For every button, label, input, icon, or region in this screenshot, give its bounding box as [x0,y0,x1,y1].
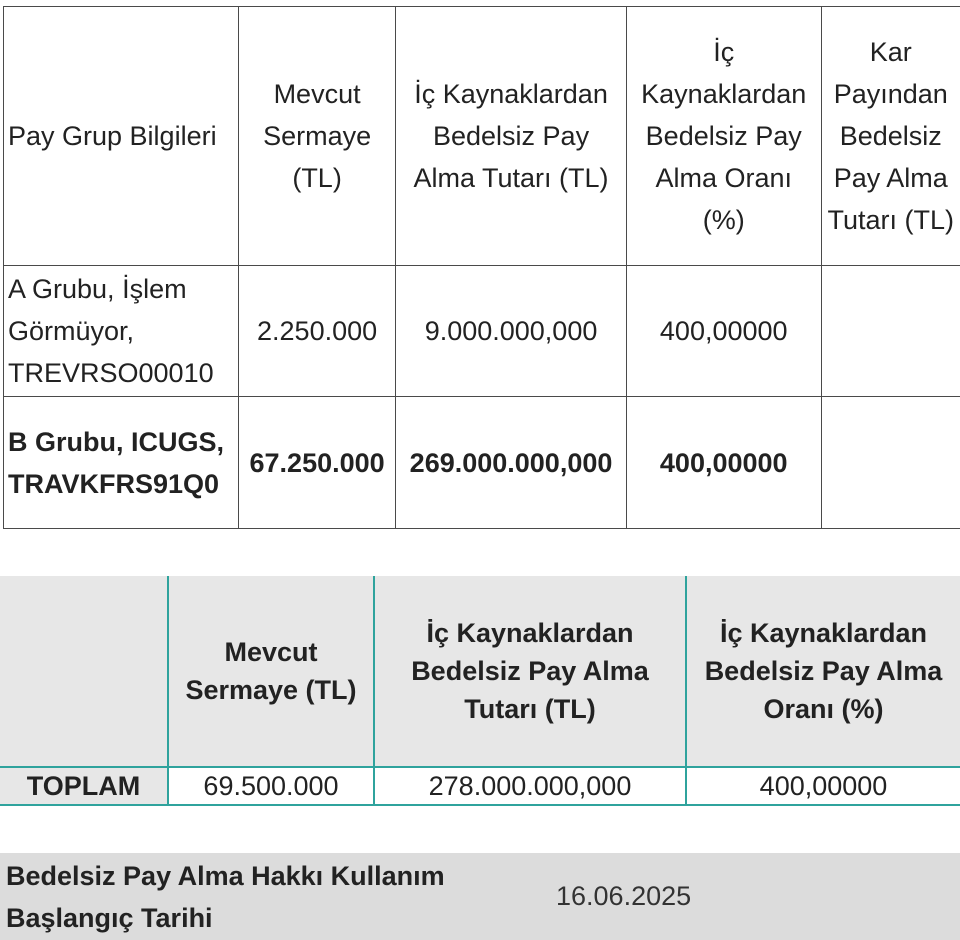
rate-cell: 400,00000 [626,266,821,397]
capital-cell: 67.250.000 [239,397,396,529]
amount-cell: 269.000.000,000 [396,397,627,529]
table2-header-row [0,576,960,767]
table-row [4,397,960,529]
start-date-value: 16.06.2025 [556,881,692,911]
group-cell: A Grubu, İşlem Görmüyor, TREVRSO00010 [4,266,239,397]
dividend-cell [821,266,960,397]
total-label: TOPLAM [0,767,168,805]
header-empty [0,576,168,767]
dividend-cell [821,397,960,529]
start-date-label: Bedelsiz Pay Alma Hakkı Kullanım Başlangıç Tarihi [6,861,445,933]
amount-cell: 9.000.000,000 [396,266,627,397]
header-bedelsiz-oran: İç Kaynaklardan Bedelsiz Pay Alma Oranı (%) [626,7,821,266]
share-group-table [3,6,960,529]
header-bedelsiz-oran: İç Kaynaklardan Bedelsiz Pay Alma Oranı (%) [686,576,960,767]
header-mevcut-sermaye: Mevcut Sermaye (TL) [239,7,396,266]
total-amount: 278.000.000,000 [374,767,686,805]
total-row [0,767,960,805]
capital-cell: 2.250.000 [239,266,396,397]
total-rate: 400,00000 [686,767,960,805]
info-row [0,853,960,940]
group-cell: B Grubu, ICUGS, TRAVKFRS91Q0 [4,397,239,529]
header-kar-payindan-tutar: Kar Payından Bedelsiz Pay Alma Tutarı (TL) [821,7,960,266]
header-mevcut-sermaye: Mevcut Sermaye (TL) [168,576,374,767]
total-capital: 69.500.000 [168,767,374,805]
header-pay-grup-bilgileri: Pay Grup Bilgileri [4,7,239,266]
table-row [4,266,960,397]
total-table [0,576,960,806]
table1-header-row [4,7,960,266]
rate-cell: 400,00000 [626,397,821,529]
header-bedelsiz-tutar: İç Kaynaklardan Bedelsiz Pay Alma Tutarı (TL) [396,7,627,266]
header-bedelsiz-tutar: İç Kaynaklardan Bedelsiz Pay Alma Tutarı (TL) [374,576,686,767]
